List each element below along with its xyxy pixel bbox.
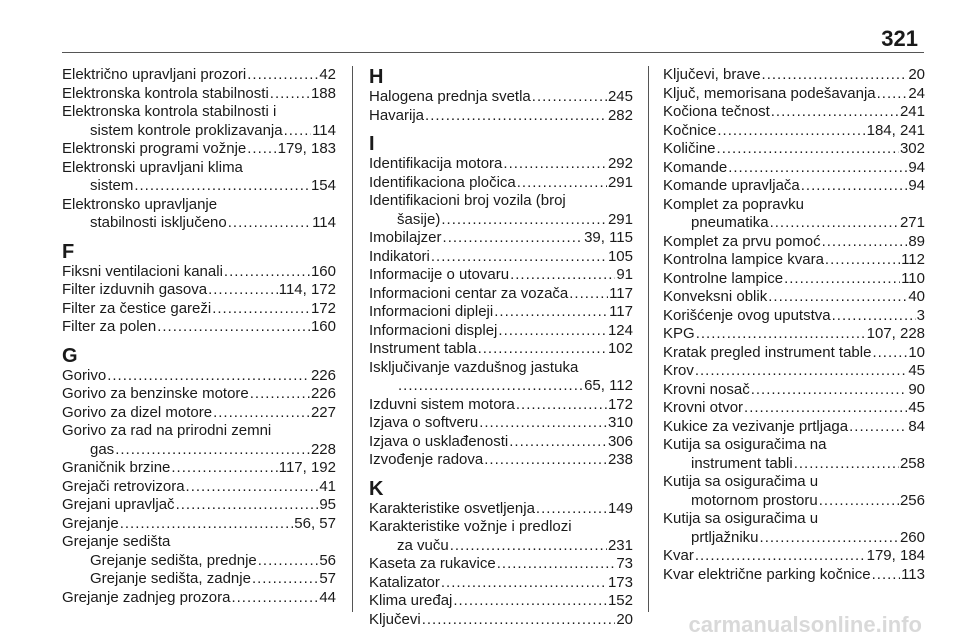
entry-page-ref[interactable]: 226 <box>310 385 336 402</box>
dot-leader <box>431 248 607 267</box>
entry-page-ref[interactable]: 179, 184 <box>866 547 925 564</box>
entry-term: Identifikaciona pločica <box>369 173 516 191</box>
dot-leader <box>478 340 607 359</box>
dot-leader <box>822 233 908 252</box>
section-letter: G <box>62 344 78 367</box>
dot-leader <box>270 85 310 104</box>
entry-term: Ključevi, brave <box>663 66 761 83</box>
index-entry <box>663 103 925 122</box>
index-subentry <box>663 529 925 548</box>
dot-leader <box>120 515 294 534</box>
entry-term: Kontrolna lampice kvara <box>663 251 824 268</box>
entry-term: Grejači retrovizora <box>62 477 185 495</box>
dot-leader <box>107 367 310 386</box>
dot-leader <box>728 159 907 178</box>
entry-term: Graničnik brzine <box>62 459 171 476</box>
entry-page-ref[interactable]: 3 <box>916 306 925 324</box>
index-column-3 <box>663 66 925 584</box>
dot-leader <box>258 552 319 571</box>
dot-leader <box>760 529 899 548</box>
entry-page-ref[interactable]: 227 <box>310 403 336 421</box>
entry-term: Gorivo za benzinske motore <box>62 385 249 402</box>
dot-leader <box>832 307 916 326</box>
index-entry <box>663 288 925 307</box>
dot-leader <box>877 85 908 104</box>
index-entry <box>369 322 633 341</box>
dot-leader <box>479 414 607 433</box>
entry-page-ref[interactable]: 112 <box>901 251 925 268</box>
index-entry <box>369 248 633 267</box>
entry-page-ref[interactable]: 188 <box>310 84 336 102</box>
dot-leader <box>517 174 607 193</box>
index-entry-heading: Elektronski upravljani klima <box>62 158 243 176</box>
dot-leader <box>484 451 607 470</box>
index-entry <box>369 414 633 433</box>
entry-page-ref[interactable]: 57 <box>319 570 336 587</box>
entry-term: Kaseta za rukavice <box>369 555 496 572</box>
entry-page-ref[interactable]: 56 <box>319 551 336 569</box>
dot-leader <box>425 107 607 126</box>
entry-term: Indikatori <box>369 247 430 265</box>
entry-term: KPG <box>663 325 695 342</box>
index-entry <box>369 174 633 193</box>
entry-page-ref[interactable]: 231 <box>607 536 633 554</box>
entry-term: Grejanje sedišta, zadnje <box>90 570 251 587</box>
entry-page-ref[interactable]: 117 <box>609 303 633 320</box>
entry-page-ref[interactable]: 107, 228 <box>866 325 925 342</box>
dot-leader <box>134 177 310 196</box>
section-letter: H <box>369 66 384 88</box>
entry-page-ref[interactable]: 228 <box>310 440 336 458</box>
entry-term: Korišćenje ovog uputstva <box>663 306 831 324</box>
entry-page-ref[interactable]: 56, 57 <box>294 514 336 532</box>
dot-leader <box>516 396 607 415</box>
index-column-1 <box>62 66 336 607</box>
entry-term: Komplet za prvu pomoć <box>663 232 821 250</box>
entry-page-ref[interactable]: 24 <box>908 84 925 102</box>
dot-leader <box>498 322 607 341</box>
index-subentry <box>663 214 925 233</box>
entry-term: sistem <box>90 177 134 194</box>
dot-leader <box>717 140 899 159</box>
index-entry <box>62 496 336 515</box>
index-column-2 <box>369 66 633 629</box>
dot-leader <box>284 122 311 141</box>
index-entry <box>663 122 925 141</box>
entry-page-ref[interactable]: 172 <box>310 299 336 317</box>
index-entry-heading: Komplet za popravku <box>663 195 804 213</box>
entry-term: Informacije o utovaru <box>369 266 510 283</box>
entry-term: Identifikacija motora <box>369 155 503 172</box>
dot-leader <box>441 211 607 230</box>
dot-leader <box>510 266 615 285</box>
index-subentry <box>663 455 925 474</box>
dot-leader <box>171 459 277 478</box>
index-subentry <box>62 441 336 460</box>
index-entry <box>663 270 925 289</box>
dot-leader <box>762 66 908 85</box>
entry-term: Kratak pregled instrument table <box>663 343 872 361</box>
entry-page-ref[interactable]: 124 <box>607 321 633 339</box>
entry-term: Elektronski programi vožnje <box>62 140 247 157</box>
index-entry <box>369 592 633 611</box>
dot-leader <box>213 404 310 423</box>
entry-page-ref[interactable]: 282 <box>607 106 633 124</box>
entry-page-ref[interactable]: 105 <box>607 247 633 265</box>
entry-page-ref[interactable]: 102 <box>607 340 633 357</box>
index-entry <box>62 66 336 85</box>
entry-term: Instrument tabla <box>369 340 477 357</box>
entry-page-ref[interactable]: 45 <box>908 362 925 379</box>
entry-page-ref[interactable]: 90 <box>908 380 925 398</box>
index-entry <box>663 233 925 252</box>
dot-leader <box>250 385 310 404</box>
dot-leader <box>695 362 907 381</box>
index-entry <box>369 574 633 593</box>
index-entry-heading: Isključivanje vazdušnog jastuka <box>369 358 579 376</box>
index-entry-heading: Gorivo za rad na prirodni zemni <box>62 422 272 439</box>
dot-leader <box>768 288 907 307</box>
index-entry <box>369 611 633 630</box>
entry-page-ref[interactable]: 238 <box>607 451 633 468</box>
entry-term: Kukice za vezivanje prtljaga <box>663 417 849 435</box>
entry-page-ref[interactable]: 20 <box>908 66 925 83</box>
entry-page-ref[interactable]: 114 <box>312 214 336 231</box>
entry-term: Kontrolne lampice <box>663 269 784 287</box>
dot-leader <box>569 285 608 304</box>
entry-page-ref[interactable]: 117, 192 <box>278 459 336 476</box>
dot-leader <box>744 399 907 418</box>
dot-leader <box>532 88 607 107</box>
index-entry <box>369 88 633 107</box>
entry-page-ref[interactable]: 310 <box>607 414 633 431</box>
entry-page-ref[interactable]: 226 <box>310 366 336 384</box>
entry-page-ref[interactable]: 114 <box>312 121 336 139</box>
column-divider <box>352 66 353 612</box>
index-entry-heading: Kutija sa osiguračima na <box>663 436 827 453</box>
entry-page-ref[interactable]: 94 <box>908 177 925 194</box>
dot-leader <box>497 555 616 574</box>
entry-term: Krovni nosač <box>663 380 750 398</box>
entry-page-ref[interactable]: 292 <box>607 155 633 172</box>
entry-page-ref[interactable]: 45 <box>908 399 925 416</box>
dot-leader <box>695 547 866 566</box>
index-entry <box>62 281 336 300</box>
entry-page-ref[interactable]: 160 <box>310 262 336 280</box>
entry-page-ref[interactable]: 179, 183 <box>277 140 336 157</box>
index-entry <box>663 325 925 344</box>
entry-page-ref[interactable]: 302 <box>899 140 925 157</box>
entry-page-ref[interactable]: 184, 241 <box>866 121 925 139</box>
entry-term: instrument tabli <box>691 454 793 472</box>
entry-term: Izjava o usklađenosti <box>369 432 509 450</box>
entry-term: prtljažniku <box>691 528 759 546</box>
entry-term: Halogena prednja svetla <box>369 88 531 105</box>
index-entry <box>369 396 633 415</box>
index-entry-heading: Elektronska kontrola stabilnosti i <box>62 103 277 120</box>
dot-leader <box>228 214 311 233</box>
dot-leader <box>872 566 900 585</box>
entry-term: Krovni otvor <box>663 399 744 416</box>
dot-leader <box>696 325 866 344</box>
entry-term: Grejani upravljač <box>62 496 175 513</box>
index-entry-heading: Kutija sa osiguračima u <box>663 510 819 527</box>
dot-leader <box>176 496 319 515</box>
entry-page-ref[interactable]: 241 <box>899 103 925 120</box>
index-entry <box>369 555 633 574</box>
entry-page-ref[interactable]: 160 <box>310 318 336 335</box>
index-entry <box>663 362 925 381</box>
dot-leader <box>231 589 318 608</box>
index-entry <box>62 318 336 337</box>
entry-page-ref[interactable]: 110 <box>901 269 925 287</box>
index-entry <box>62 263 336 282</box>
entry-term: Kvar <box>663 547 694 564</box>
dot-leader <box>208 281 278 300</box>
dot-leader <box>212 300 310 319</box>
dot-leader <box>450 537 607 556</box>
entry-page-ref[interactable]: 10 <box>908 343 925 361</box>
index-subentry <box>369 377 633 396</box>
entry-term: Informacioni dipleji <box>369 303 494 320</box>
index-subentry <box>663 492 925 511</box>
entry-page-ref[interactable]: 172 <box>607 395 633 413</box>
index-entry <box>663 399 925 418</box>
entry-page-ref[interactable]: 260 <box>899 528 925 546</box>
column-divider <box>648 66 649 612</box>
dot-leader <box>422 611 616 630</box>
entry-term: Izduvni sistem motora <box>369 395 515 413</box>
index-entry <box>369 500 633 519</box>
entry-page-ref[interactable]: 42 <box>319 66 336 83</box>
index-subentry <box>62 552 336 571</box>
index-entry <box>663 547 925 566</box>
dot-leader <box>717 122 865 141</box>
entry-term: Gorivo <box>62 366 107 384</box>
entry-page-ref[interactable]: 94 <box>908 158 925 176</box>
index-entry <box>663 159 925 178</box>
entry-term: Grejanje zadnjeg prozora <box>62 588 231 606</box>
entry-term: sistem kontrole proklizavanja <box>90 121 283 139</box>
index-entry <box>663 418 925 437</box>
entry-term: Havarija <box>369 106 425 124</box>
dot-leader <box>849 418 907 437</box>
entry-term: Karakteristike osvetljenja <box>369 499 535 517</box>
index-entry <box>62 589 336 608</box>
index-entry <box>663 381 925 400</box>
entry-term: Filter za polen <box>62 318 157 335</box>
entry-page-ref[interactable]: 44 <box>319 588 336 606</box>
entry-page-ref[interactable]: 113 <box>901 565 925 583</box>
entry-term: stabilnosti isključeno <box>90 214 227 231</box>
entry-term: Grejanje sedišta, prednje <box>90 551 257 569</box>
entry-term: šasije) <box>397 210 441 228</box>
entry-term: Fiksni ventilacioni kanali <box>62 262 223 280</box>
index-entry <box>62 140 336 159</box>
entry-term: Filter za čestice gareži <box>62 299 212 317</box>
section-letter: I <box>369 133 375 155</box>
entry-term: Kočnice <box>663 121 717 139</box>
dot-leader <box>771 103 899 122</box>
entry-page-ref[interactable]: 95 <box>319 496 336 513</box>
entry-page-ref[interactable]: 258 <box>899 454 925 472</box>
entry-term: Imobilajzer <box>369 229 442 246</box>
entry-term: Ključ, memorisana podešavanja <box>663 84 876 102</box>
index-entry <box>663 344 925 363</box>
entry-term: Izvođenje radova <box>369 451 484 468</box>
dot-leader <box>494 303 608 322</box>
index-entry <box>369 229 633 248</box>
dot-leader <box>247 140 276 159</box>
dot-leader <box>398 377 583 396</box>
section-letter: F <box>62 240 75 263</box>
entry-term: Ključevi <box>369 610 421 628</box>
entry-page-ref[interactable]: 89 <box>908 232 925 250</box>
index-entry <box>369 451 633 470</box>
dot-leader <box>872 344 907 363</box>
dot-leader <box>794 455 899 474</box>
index-entry-heading: Karakteristike vožnje i predlozi <box>369 518 572 535</box>
dot-leader <box>801 177 908 196</box>
index-entry <box>369 107 633 126</box>
entry-page-ref[interactable]: 20 <box>616 610 633 628</box>
dot-leader <box>536 500 607 519</box>
dot-leader <box>784 270 900 289</box>
entry-term: Gorivo za dizel motore <box>62 403 213 421</box>
entry-page-ref[interactable]: 65, 112 <box>584 377 633 394</box>
entry-page-ref[interactable]: 39, 115 <box>584 229 633 246</box>
index-entry <box>62 478 336 497</box>
dot-leader <box>503 155 607 174</box>
entry-term: Informacioni displej <box>369 321 498 339</box>
index-entry <box>369 285 633 304</box>
index-entry-heading: Grejanje sedišta <box>62 533 171 550</box>
index-subentry <box>62 570 336 589</box>
index-entry <box>369 433 633 452</box>
index-entry <box>62 404 336 423</box>
dot-leader <box>252 570 318 589</box>
dot-leader <box>453 592 607 611</box>
index-entry <box>62 459 336 478</box>
index-entry <box>369 155 633 174</box>
entry-term: Katalizator <box>369 573 440 591</box>
index-entry <box>369 340 633 359</box>
index-entry <box>62 385 336 404</box>
index-entry <box>663 307 925 326</box>
entry-page-ref[interactable]: 114, 172 <box>278 281 336 298</box>
entry-term: Električno upravljani prozori <box>62 66 247 83</box>
watermark: carmanualsonline.info <box>688 612 922 637</box>
entry-page-ref[interactable]: 40 <box>908 288 925 305</box>
index-entry <box>62 367 336 386</box>
index-entry-heading: Kutija sa osiguračima u <box>663 473 819 490</box>
header-rule <box>62 52 924 53</box>
entry-term: Informacioni centar za vozača <box>369 284 569 302</box>
index-entry <box>62 515 336 534</box>
page-number: 321 <box>881 26 918 51</box>
dot-leader <box>825 251 900 270</box>
dot-leader <box>443 229 584 248</box>
entry-term: Kvar električne parking kočnice <box>663 565 871 583</box>
entry-page-ref[interactable]: 84 <box>908 417 925 435</box>
index-subentry <box>369 537 633 556</box>
entry-page-ref[interactable]: 256 <box>899 491 925 509</box>
section-letter: K <box>369 477 384 500</box>
entry-term: pneumatika <box>691 214 769 231</box>
dot-leader <box>224 263 310 282</box>
entry-term: Količine <box>663 140 716 157</box>
index-subentry <box>62 122 336 141</box>
entry-term: Krov <box>663 362 694 379</box>
index-subentry <box>62 214 336 233</box>
entry-term: Komande <box>663 158 728 176</box>
index-entry <box>369 303 633 322</box>
entry-term: Elektronska kontrola stabilnosti <box>62 84 269 102</box>
entry-page-ref[interactable]: 291 <box>607 210 633 228</box>
dot-leader <box>819 492 899 511</box>
entry-page-ref[interactable]: 152 <box>607 592 633 609</box>
entry-page-ref[interactable]: 306 <box>607 432 633 450</box>
dot-leader <box>770 214 899 233</box>
entry-page-ref[interactable]: 41 <box>319 477 336 495</box>
index-entry <box>663 140 925 159</box>
dot-leader <box>186 478 319 497</box>
dot-leader <box>509 433 607 452</box>
entry-term: Kočiona tečnost <box>663 103 770 120</box>
entry-term: Filter izduvnih gasova <box>62 281 208 298</box>
entry-term: Komande upravljača <box>663 177 800 194</box>
index-entry <box>369 266 633 285</box>
entry-page-ref[interactable]: 117 <box>609 284 633 302</box>
entry-page-ref[interactable]: 245 <box>607 88 633 105</box>
entry-page-ref[interactable]: 154 <box>310 177 336 194</box>
entry-page-ref[interactable]: 73 <box>616 555 633 572</box>
index-entry <box>663 251 925 270</box>
index-entry <box>663 66 925 85</box>
entry-term: Klima uređaj <box>369 592 453 609</box>
index-entry-heading: Identifikacioni broj vozila (broj <box>369 192 566 209</box>
entry-term: Grejanje <box>62 514 119 532</box>
entry-term: gas <box>90 440 115 458</box>
dot-leader <box>115 441 310 460</box>
index-entry <box>663 177 925 196</box>
entry-term: Konveksni oblik <box>663 288 768 305</box>
entry-term: Izjava o softveru <box>369 414 479 431</box>
entry-page-ref[interactable]: 291 <box>607 173 633 191</box>
index-entry <box>62 85 336 104</box>
index-entry <box>663 85 925 104</box>
dot-leader <box>441 574 607 593</box>
index-subentry <box>62 177 336 196</box>
dot-leader <box>247 66 318 85</box>
entry-page-ref[interactable]: 149 <box>607 499 633 517</box>
index-entry-heading: Elektronsko upravljanje <box>62 195 218 213</box>
dot-leader <box>751 381 908 400</box>
entry-page-ref[interactable]: 173 <box>607 573 633 591</box>
dot-leader <box>157 318 310 337</box>
entry-term: motornom prostoru <box>691 491 818 509</box>
index-subentry <box>369 211 633 230</box>
index-entry <box>62 300 336 319</box>
entry-page-ref[interactable]: 91 <box>616 266 633 283</box>
entry-term: za vuču <box>397 536 449 554</box>
index-entry <box>663 566 925 585</box>
entry-page-ref[interactable]: 271 <box>899 214 925 231</box>
